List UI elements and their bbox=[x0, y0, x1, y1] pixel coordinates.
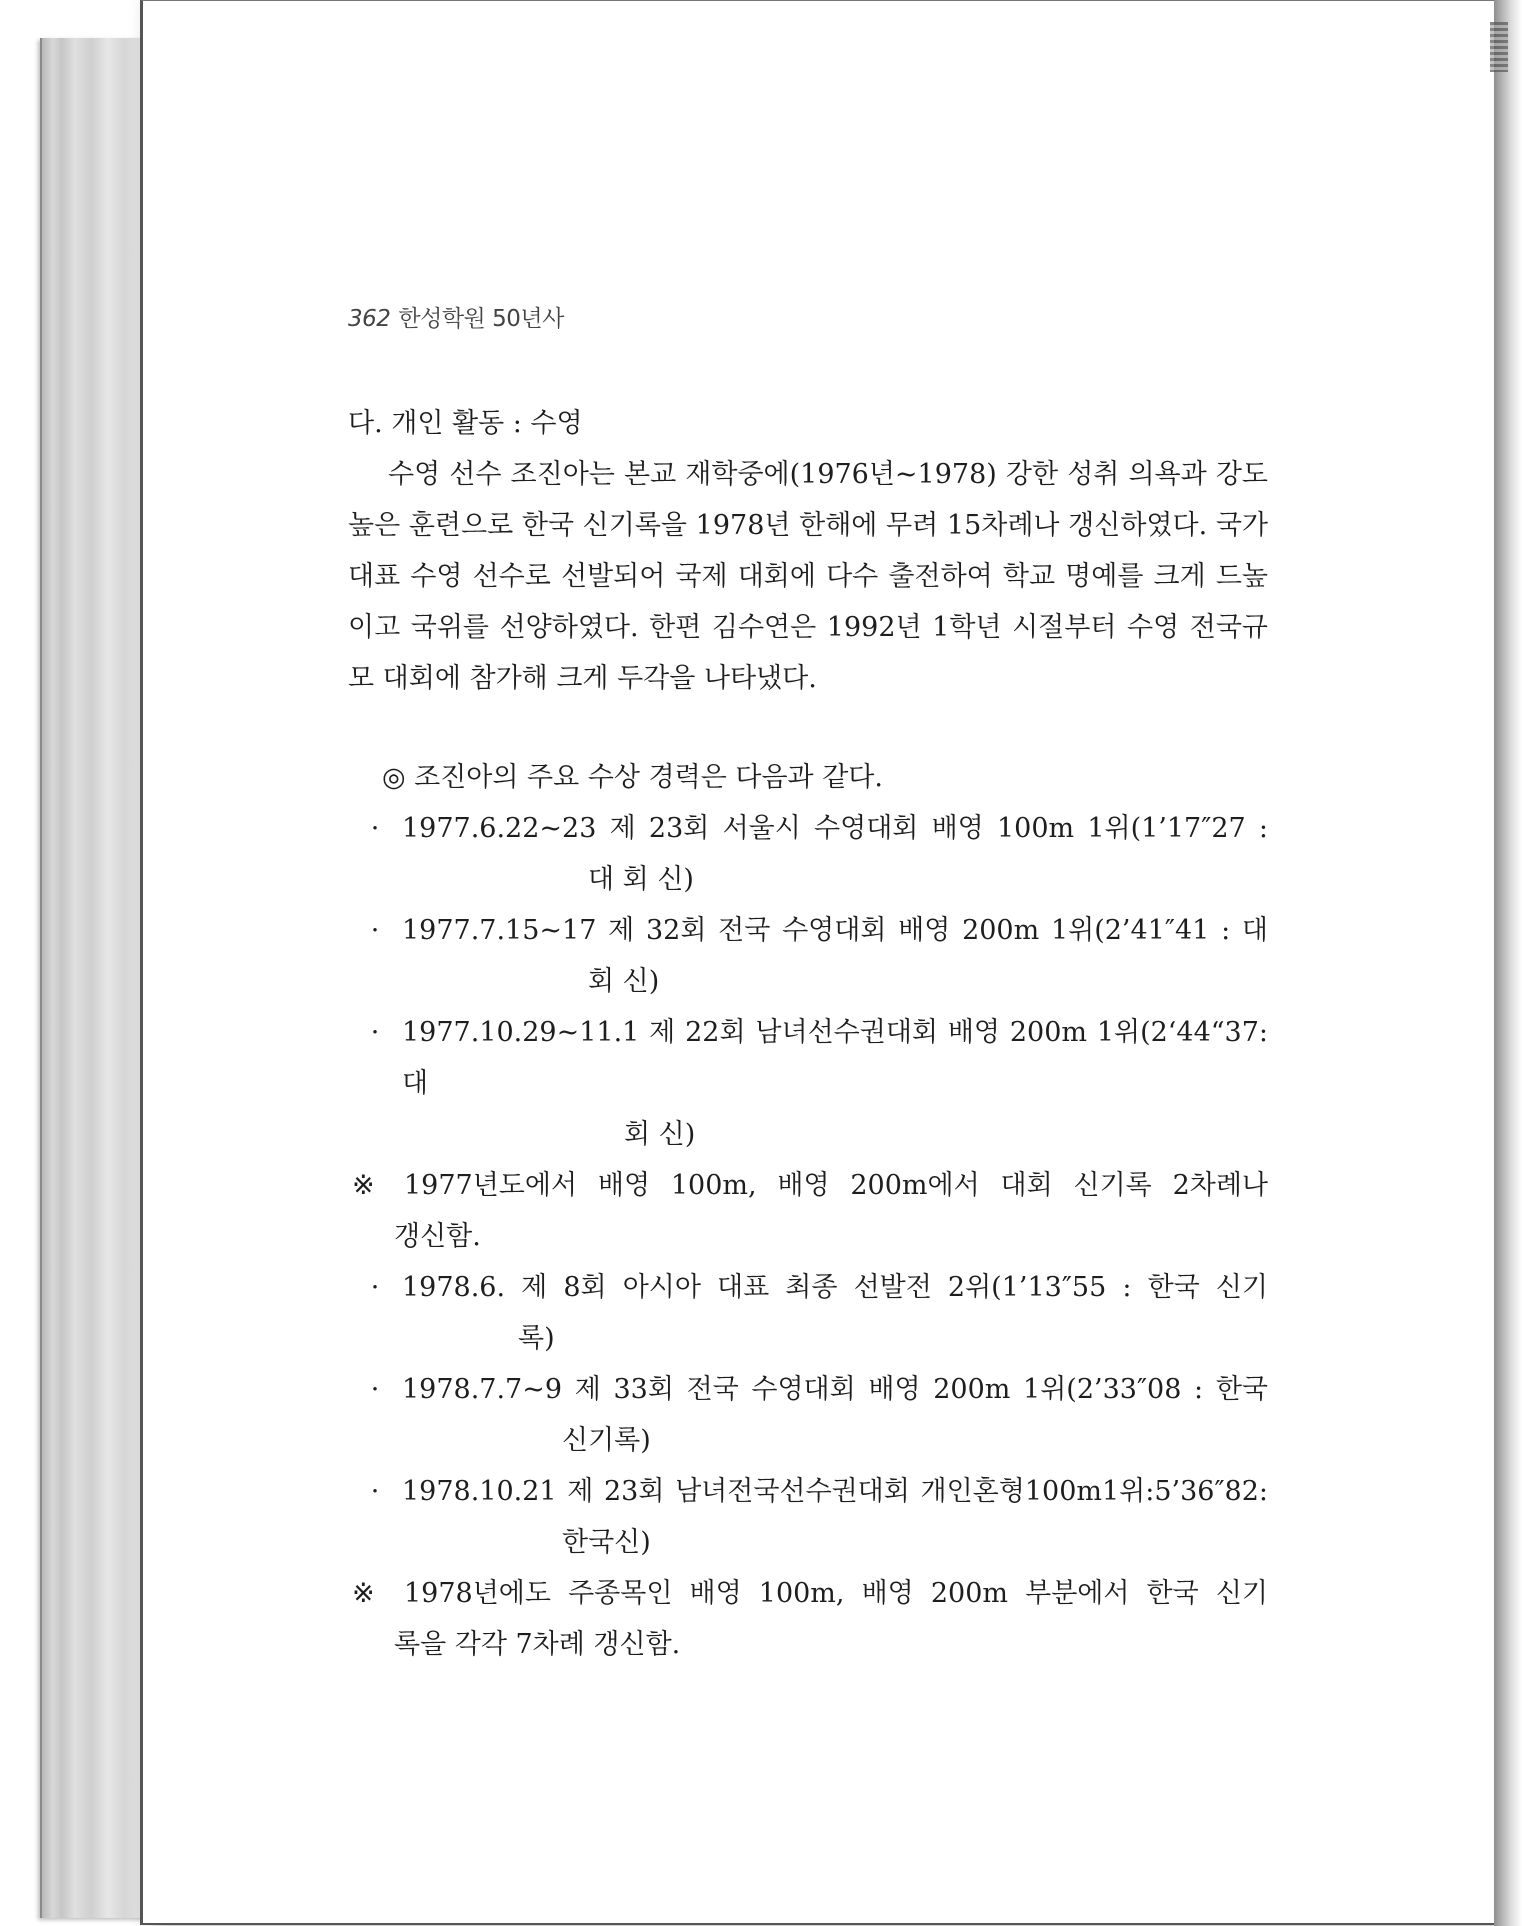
bullet-mark: · bbox=[370, 1374, 380, 1405]
award-item bbox=[348, 1007, 1268, 1160]
award-line-1: 1978.6. 제 8회 아시아 대표 최종 선발전 2위(1’13″55 : 한국 신기 bbox=[402, 1272, 1268, 1303]
award-line-1: 1977년도에서 배영 100m, 배영 200m에서 대회 신기록 2차례나 bbox=[404, 1170, 1268, 1201]
award-line-2: 갱신함. bbox=[394, 1221, 481, 1252]
award-line-1: 1977.7.15~17 제 32회 전국 수영대회 배영 200m 1위(2’41″41 : 대 bbox=[402, 915, 1268, 946]
note-item bbox=[348, 1568, 1268, 1670]
section-title: 다. 개인 활동 : 수영 bbox=[348, 408, 583, 439]
scan-corner-mark bbox=[1490, 22, 1508, 72]
award-text bbox=[402, 905, 1268, 1007]
award-text bbox=[402, 1466, 1268, 1568]
page-content bbox=[348, 398, 1268, 1670]
body-paragraph: 수영 선수 조진아는 본교 재학중에(1976년~1978) 강한 성취 의욕과 강도 높은 훈련으로 한국 신기록을 1978년 한해에 무려 15차례나 갱신하였다. 국가 대표 수영 선수로 선발되어 국제 대회에 다수 출전하여 학교 명예를 크게 드높이고 국위를 선양하였다. 한편 김수연은 1992년 1학년 시절부터 수영 전국규모 대회에 참가해 크게 두각을 나타냈다. bbox=[348, 459, 1268, 694]
award-line-2: 신기록) bbox=[562, 1425, 651, 1456]
award-item bbox=[348, 1466, 1268, 1568]
award-text bbox=[402, 1007, 1268, 1160]
award-text bbox=[394, 1568, 1268, 1670]
bullet-mark: · bbox=[370, 1476, 380, 1507]
award-text bbox=[394, 1160, 1268, 1262]
bullet-mark: · bbox=[370, 915, 380, 946]
award-text bbox=[402, 1364, 1268, 1466]
award-line-1: 1977.6.22~23 제 23회 서울시 수영대회 배영 100m 1위(1’17″27 : bbox=[402, 813, 1268, 844]
running-head bbox=[348, 300, 564, 333]
page-number: 362 bbox=[348, 306, 391, 332]
bullet-mark: · bbox=[370, 1017, 380, 1048]
bullet-mark: · bbox=[370, 813, 380, 844]
award-text bbox=[402, 803, 1268, 905]
award-line-2: 록) bbox=[518, 1323, 555, 1354]
award-item bbox=[348, 1364, 1268, 1466]
award-item bbox=[348, 905, 1268, 1007]
award-line-1: 1977.10.29~11.1 제 22회 남녀선수권대회 배영 200m 1위(2‘44“37:대 bbox=[402, 1017, 1268, 1099]
award-text bbox=[402, 1262, 1268, 1364]
award-line-1: 1978.10.21 제 23회 남녀전국선수권대회 개인혼형100m1위:5’36″82: bbox=[402, 1476, 1268, 1507]
award-line-2: 회 신) bbox=[588, 966, 660, 997]
book-title: 한성학원 50년사 bbox=[398, 306, 564, 332]
note-item bbox=[348, 1160, 1268, 1262]
note-mark: ※ bbox=[352, 1578, 375, 1609]
award-item bbox=[348, 1262, 1268, 1364]
award-list bbox=[348, 803, 1268, 1670]
award-line-2: 록을 각각 7차례 갱신함. bbox=[394, 1629, 681, 1660]
award-line-2: 회 신) bbox=[624, 1119, 696, 1150]
page-right-shadow bbox=[1494, 0, 1522, 1926]
bullet-mark: · bbox=[370, 1272, 380, 1303]
note-mark: ※ bbox=[352, 1170, 375, 1201]
award-line-1: 1978년에도 주종목인 배영 100m, 배영 200m 부분에서 한국 신기 bbox=[404, 1578, 1268, 1609]
award-line-2: 한국신) bbox=[562, 1527, 651, 1558]
awards-intro: ◎ 조진아의 주요 수상 경력은 다음과 같다. bbox=[382, 762, 883, 793]
page-stack-edge bbox=[40, 38, 152, 1918]
award-line-1: 1978.7.7~9 제 33회 전국 수영대회 배영 200m 1위(2’33″08 : 한국 bbox=[402, 1374, 1268, 1405]
award-item bbox=[348, 803, 1268, 905]
award-line-2: 대 회 신) bbox=[588, 864, 694, 895]
